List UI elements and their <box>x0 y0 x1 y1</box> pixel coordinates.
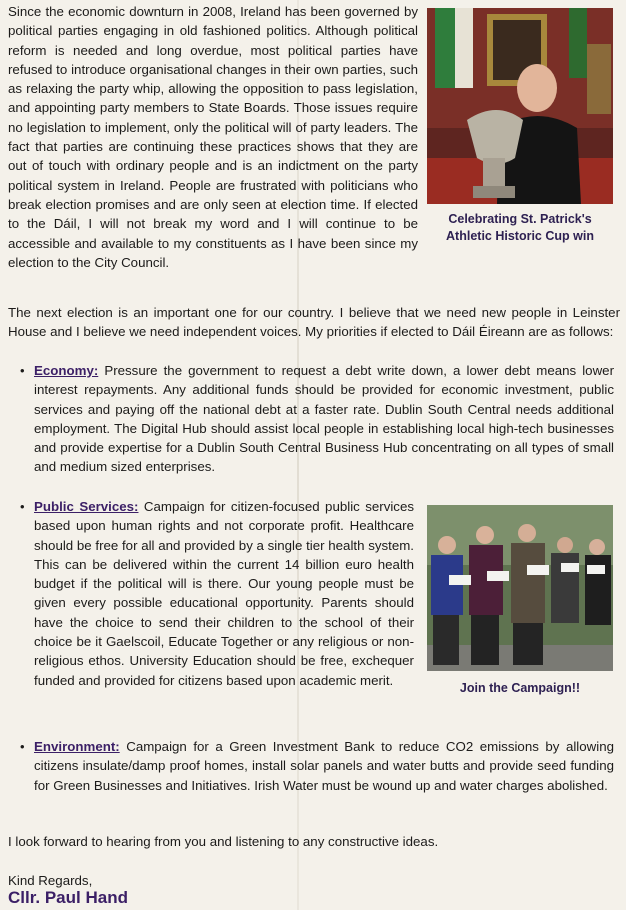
environment-text: Campaign for a Green Investment Bank to reduce CO2 emissions by allowing citizens insulate/damp proof homes, install solar panels and water butts and provide seed funding for Green Businesses and Initiatives. Irish Water must be wound up and water charges abolished. <box>34 739 614 793</box>
environment-heading: Environment: <box>34 739 120 754</box>
campaign-group-photo <box>427 505 613 671</box>
campaign-photo-caption: Join the Campaign!! <box>459 681 581 695</box>
cup-celebration-photo <box>427 8 613 204</box>
next-election-paragraph: The next election is an important one for our country. I believe that we need new people in Leinster House and I believe we need independent voices. My priorities if elected to Dáil Éireann are as follows: <box>8 305 620 340</box>
priority-economy <box>34 361 614 477</box>
regards-line: Kind Regards, <box>8 873 93 888</box>
priority-public-services <box>34 497 414 690</box>
closing-paragraph: I look forward to hearing from you and listening to any constructive ideas. <box>8 834 439 849</box>
intro-paragraph: Since the economic downturn in 2008, Ireland has been governed by political parties engaging in old fashioned politics. Although political reform is needed and long overdue, most political parties have refused to introduce organisational changes in their own parties, such as relaxing the party whip, allowing the opposition to pass legislation, and appointing party members to State Boards. Those issues require no legislation to implement, only the political will of party leaders. The fact that parties are continuing these practices shows that they are out of touch with ordinary people and is an indictment on the party political system in Ireland. People are frustrated with politicians who break election promises and are only seen at election time. If elected to the Dáil, I will not break my word and I will continue to be accessible and available to my constituents as I have been since my election to the City Council. <box>8 4 418 270</box>
public-services-heading: Public Services: <box>34 499 139 514</box>
economy-heading: Economy: <box>34 363 99 378</box>
bullet-environment: • <box>20 739 25 754</box>
economy-text: Pressure the government to request a debt write down, a lower debt means lower interest repayments. Any additional funds should be provided for economic investment, public services and paying off the national debt at a faster rate. Dublin South Central needs additional employment. The Digital Hub should assist local people in establishing local high-tech businesses and provide expertise for a Dublin South Central Business Hub concentrating on all types of small and medium sized enterprises. <box>34 363 614 475</box>
priority-environment <box>34 737 614 795</box>
bullet-economy: • <box>20 363 25 378</box>
cup-photo-caption: Celebrating St. Patrick's Athletic Historic Cup win <box>446 212 594 243</box>
signature-name: Cllr. Paul Hand <box>8 888 128 907</box>
bullet-public-services: • <box>20 499 25 514</box>
public-services-text: Campaign for citizen-focused public services based upon human rights and not corporate profit. Healthcare should be free for all and provided by a single tier health system. This can be delivered within the current 14 billion euro health budget if the political will is there. Our young people must be given every possible educational opportunity. Parents should have the choice to send their children to the school of their choice be it Gaelscoil, Educate Together or any religious or non-religious ethos. University Education should be free, exchequer funded and provided for citizens based upon academic merit. <box>34 499 415 688</box>
